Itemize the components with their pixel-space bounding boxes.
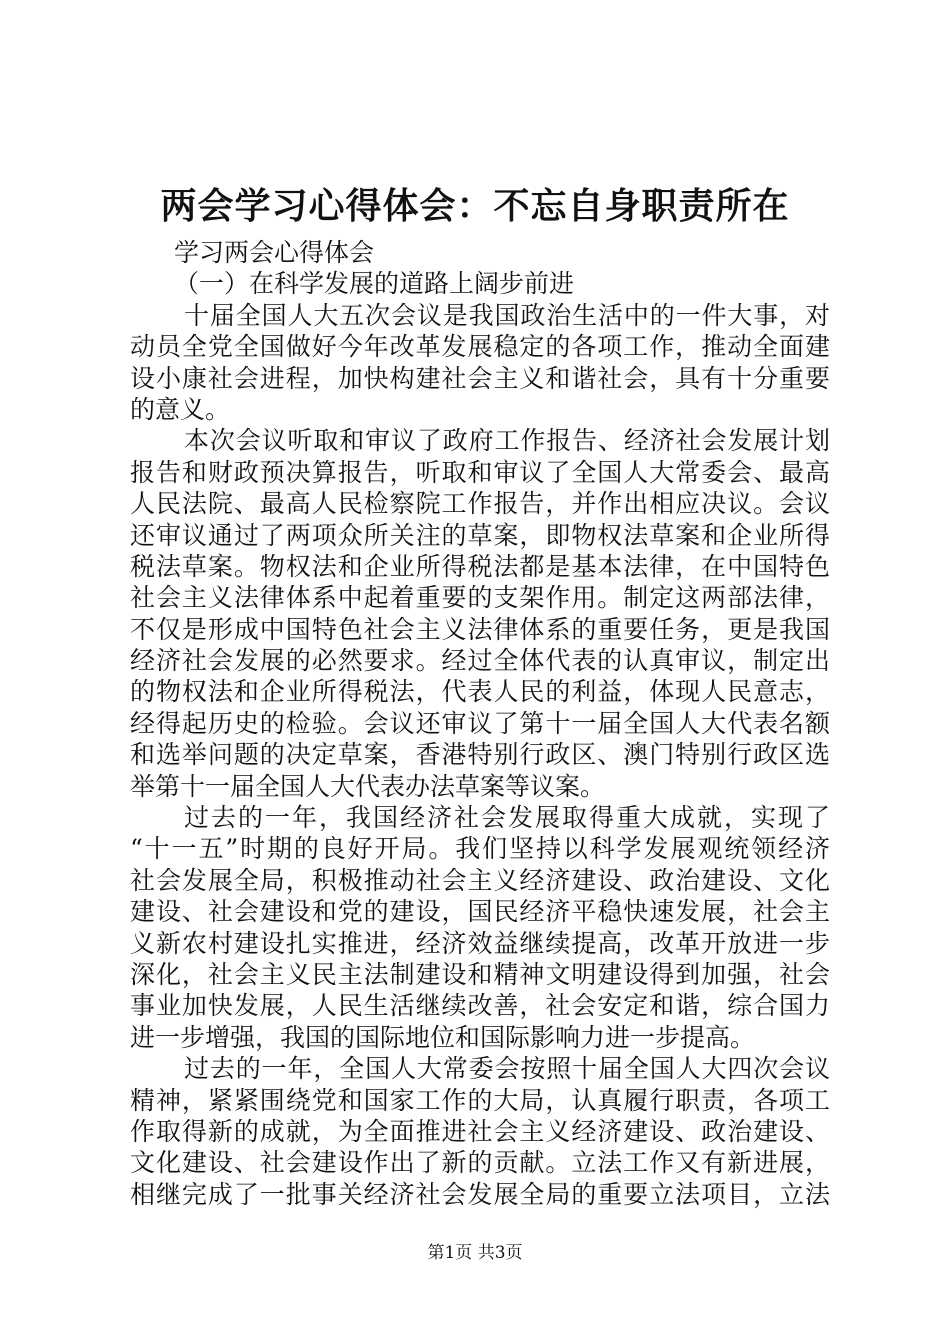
paragraph-line: 义新农村建设扎实推进，经济效益继续提高，改革开放进一步 [130,928,830,958]
paragraph-line: 社会发展全局，积极推动社会主义经济建设、政治建设、文化 [130,865,830,895]
paragraph-line: 过去的一年，我国经济社会发展取得重大成就，实现了 [184,803,830,833]
paragraph-line: 过去的一年，全国人大常委会按照十届全国人大四次会议 [184,1054,830,1084]
paragraph-line: 经济社会发展的必然要求。经过全体代表的认真审议，制定出 [130,646,830,676]
paragraph-line: 人民法院、最高人民检察院工作报告，并作出相应决议。会议 [130,489,830,519]
paragraph-line: “十一五”时期的良好开局。我们坚持以科学发展观统领经济 [130,834,830,864]
subtitle: 学习两会心得体会 [174,238,375,267]
paragraph-line: 进一步增强，我国的国际地位和国际影响力进一步提高。 [130,1022,756,1052]
paragraph-line: 税法草案。物权法和企业所得税法都是基本法律，在中国特色 [130,551,830,581]
paragraph-line: 的物权法和企业所得税法，代表人民的利益，体现人民意志， [130,677,830,707]
paragraph-line: 报告和财政预决算报告，听取和审议了全国人大常委会、最高 [130,457,830,487]
paragraph-line: 本次会议听取和审议了政府工作报告、经济社会发展计划 [184,426,830,456]
paragraph-line: 的意义。 [130,394,231,424]
section-heading: （一）在科学发展的道路上阔步前进 [174,269,575,299]
paragraph-line: 举第十一届全国人大代表办法草案等议案。 [130,771,606,801]
paragraph-line: 文化建设、社会建设作出了新的贡献。立法工作又有新进展， [130,1148,830,1178]
paragraph-line: 和选举问题的决定草案，香港特别行政区、澳门特别行政区选 [130,740,830,770]
document-title: 两会学习心得体会：不忘自身职责所在 [160,185,790,227]
paragraph-line: 社会主义法律体系中起着重要的支架作用。制定这两部法律， [130,583,830,613]
paragraph-line: 动员全党全国做好今年改革发展稳定的各项工作，推动全面建 [130,332,830,362]
page-footer: 第1页 共3页 [427,1243,523,1263]
paragraph-line: 事业加快发展，人民生活继续改善，社会安定和谐，综合国力 [130,991,830,1021]
paragraph-line: 深化，社会主义民主法制建设和精神文明建设得到加强，社会 [130,959,830,989]
paragraph-line: 经得起历史的检验。会议还审议了第十一届全国人大代表名额 [130,708,830,738]
paragraph-line: 相继完成了一批事关经济社会发展全局的重要立法项目，立法 [130,1179,830,1209]
paragraph-line: 还审议通过了两项众所关注的草案，即物权法草案和企业所得 [130,520,830,550]
paragraph-line: 建设、社会建设和党的建设，国民经济平稳快速发展，社会主 [130,897,830,927]
paragraph-line: 作取得新的成就，为全面推进社会主义经济建设、政治建设、 [130,1116,830,1146]
paragraph-line: 不仅是形成中国特色社会主义法律体系的重要任务，更是我国 [130,614,830,644]
paragraph-line: 精神，紧紧围绕党和国家工作的大局，认真履行职责，各项工 [130,1085,830,1115]
paragraph-line: 十届全国人大五次会议是我国政治生活中的一件大事，对 [184,300,830,330]
document-body [130,237,830,1210]
paragraph-line: 设小康社会进程，加快构建社会主义和谐社会，具有十分重要 [130,363,830,393]
